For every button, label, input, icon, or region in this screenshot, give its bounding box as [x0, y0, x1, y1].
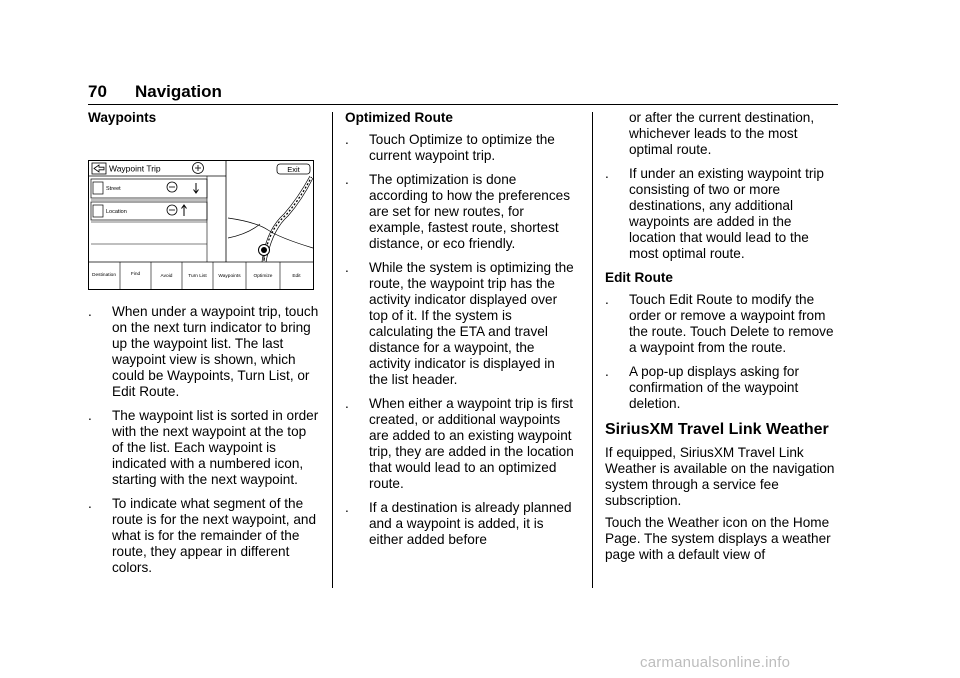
heading-edit-route: Edit Route [605, 270, 673, 285]
weather-paragraph-2: Touch the Weather icon on the Home Page. The system displays a weather page with a default view of [605, 515, 831, 562]
column-3 [605, 110, 841, 569]
list-item: . The optimization is done according to how the preferences are set for new routes, for example, fastest route, shortest distance, or eco friendly. [345, 172, 571, 251]
list-item: . Touch Optimize to optimize the current waypoint trip. [345, 132, 555, 163]
waypoint-trip-figure [88, 160, 314, 290]
page-header [88, 82, 838, 105]
optimized-route-bullet-list [345, 132, 577, 548]
svg-text:Street: Street [106, 186, 121, 192]
list-item: . If under an existing waypoint trip consisting of two or more destinations, any additional waypoints are added in the location that would lead to the most optimal route. [605, 166, 824, 261]
svg-text:Exit: Exit [287, 164, 300, 174]
edit-button[interactable]: Edit [292, 274, 301, 279]
column-divider-2 [592, 112, 593, 588]
watermark: carmanualsonline.info [640, 654, 791, 671]
svg-text:Location: Location [106, 209, 127, 215]
bullet-mark: . [88, 408, 92, 423]
list-item: . The waypoint list is sorted in order with the next waypoint at the top of the list. Each waypoint is indicated with a numbered icon, starting with the next waypoint. [88, 408, 319, 487]
find-button[interactable]: Find [130, 272, 141, 277]
avoid-button[interactable]: Avoid [160, 274, 173, 279]
column-2 [345, 110, 577, 556]
destination-button[interactable]: Destination [92, 273, 116, 278]
column-1 [88, 110, 320, 584]
list-item: . While the system is optimizing the route, the waypoint trip has the activity indicator displayed over top of it. If the system is calculating the ETA and travel distance for a waypoint, the activity indicator is displayed in the list header. [345, 260, 574, 387]
waypoints-bullet-list [88, 304, 320, 576]
optimize-button[interactable]: Optimize [253, 274, 273, 279]
heading-siriusxm-weather: SiriusXM Travel Link Weather [605, 421, 829, 438]
bullet-mark: . [605, 292, 609, 307]
list-item: . To indicate what segment of the route is for the next waypoint, and what is for the remainder of the route, they appear in different colors. [88, 496, 317, 575]
bullet-mark: . [345, 132, 349, 147]
heading-waypoints: Waypoints [88, 110, 157, 125]
list-item: . When either a waypoint trip is first created, or additional waypoints are added to an existing waypoint trip, they are added in the location that would lead to an optimized route. [345, 396, 574, 491]
waypoints-button[interactable]: Waypoints [218, 274, 241, 279]
column-divider-1 [332, 112, 333, 588]
bullet-mark: . [345, 172, 349, 187]
bullet-mark: . [88, 304, 92, 319]
bullet-mark: . [345, 500, 349, 515]
bullet-mark: . [345, 260, 349, 275]
list-item: . A pop-up displays asking for confirmation of the waypoint deletion. [605, 364, 800, 411]
bullet-mark: . [345, 396, 349, 411]
waypoint-trip-screen [88, 160, 314, 290]
bullet-mark: . [605, 364, 609, 379]
bullet-mark: . [605, 166, 609, 181]
edit-route-bullet-list [605, 292, 841, 412]
section-title: Navigation [135, 82, 222, 101]
list-item-continuation: or after the current destination, whichever leads to the most optimal route. [629, 110, 815, 157]
bullet-mark: . [88, 496, 92, 511]
figure-title: Waypoint Trip [109, 163, 161, 174]
continued-bullet-list [605, 110, 841, 262]
list-item: . Touch Edit Route to modify the order or remove a waypoint from the route. Touch Delete to remove a waypoint from the route. [605, 292, 834, 355]
list-item: . When under a waypoint trip, touch on the next turn indicator to bring up the waypoint list. The last waypoint view is shown, which could be Waypoints, Turn List, or Edit Route. [88, 304, 319, 399]
list-item: . If a destination is already planned and a waypoint is added, it is either added before [345, 500, 572, 547]
turn-list-button[interactable]: Turn List [188, 274, 207, 279]
heading-optimized-route: Optimized Route [345, 110, 453, 125]
weather-paragraph-1: If equipped, SiriusXM Travel Link Weather is available on the navigation system through a service fee subscription. [605, 445, 835, 508]
page-number: 70 [88, 82, 107, 101]
